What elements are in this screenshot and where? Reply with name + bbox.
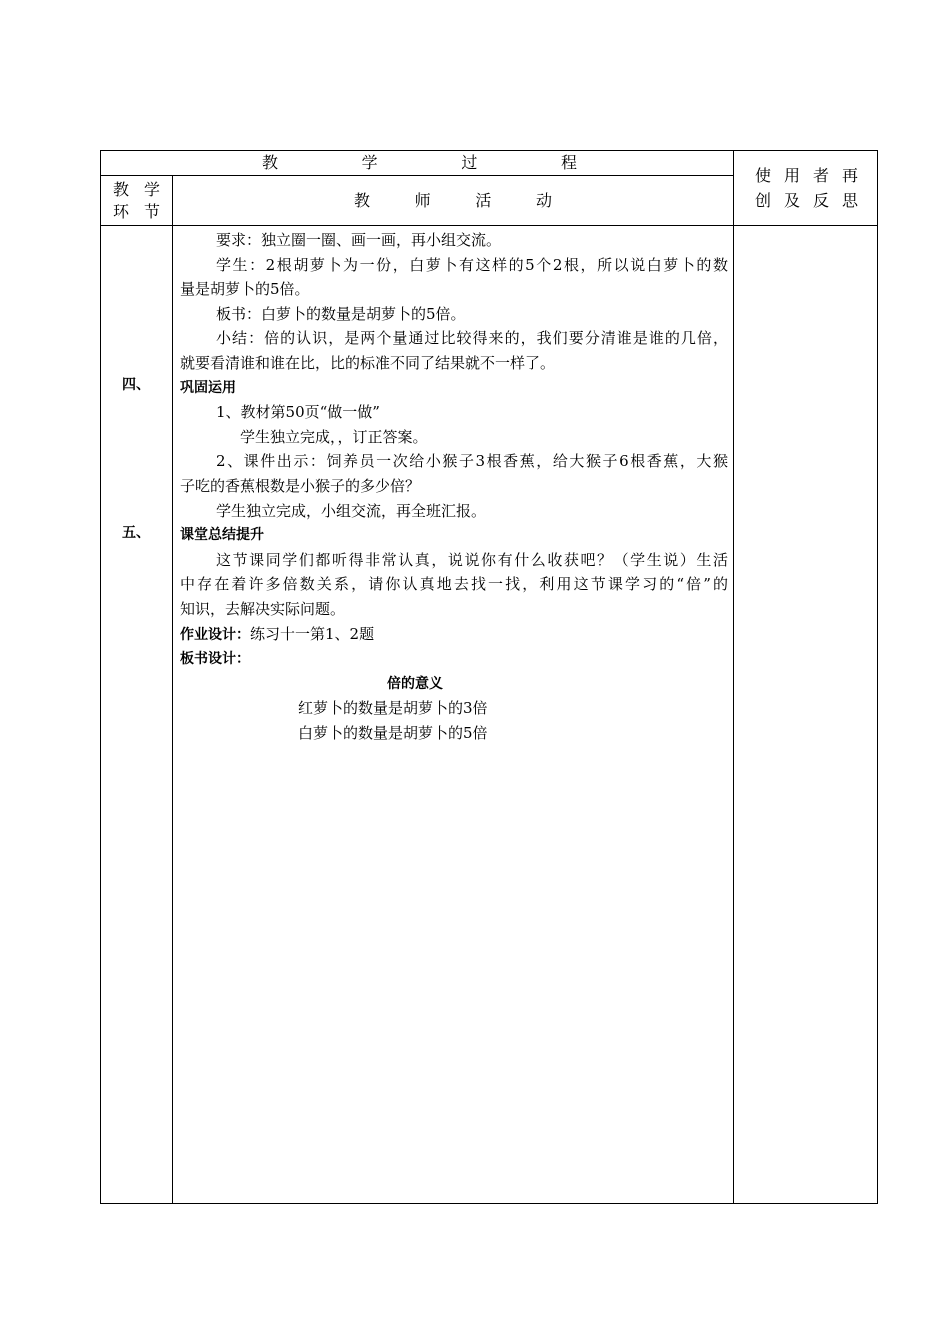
heading-char: 教 <box>354 191 371 210</box>
heading-char: 师 <box>414 191 431 210</box>
heading-char: 活 <box>475 191 492 210</box>
homework-line <box>180 622 728 648</box>
closing-line3: 知识，去解决实际问题。 <box>180 599 346 618</box>
requirement-line: 要求：独立圈一圈、画一画，再小组交流。 <box>216 231 502 249</box>
summary-line1: 小结：倍的认识，是两个量通过比较得来的，我们要分清谁是谁的几倍， <box>216 329 728 348</box>
teacher-activity-content <box>180 228 728 745</box>
heading-char: 思 <box>841 191 858 210</box>
heading-char: 学 <box>361 153 378 172</box>
board-design-line1: 红萝卜的数量是胡萝卜的3倍 <box>298 699 488 718</box>
teacher-activity-heading <box>354 191 552 211</box>
header-row-divider <box>100 175 733 176</box>
heading-char: 教 <box>113 180 130 199</box>
exercise-2-line2: 子吃的香蕉根数是小猴子的多少倍？ <box>180 476 421 495</box>
heading-char: 教 <box>262 153 279 172</box>
col-divider-stage <box>172 175 173 1204</box>
reflection-heading-line2 <box>755 191 858 211</box>
consolidate-heading: 巩固运用 <box>180 379 236 396</box>
heading-char: 反 <box>812 191 829 210</box>
board-design-title: 倍的意义 <box>387 675 443 692</box>
homework-label: 作业设计： <box>180 626 250 643</box>
heading-char: 节 <box>143 202 160 221</box>
closing-line2: 中存在着许多倍数关系，请你认真地去找一找，利用这节课学习的“倍”的 <box>180 575 728 594</box>
stage-label-line2 <box>113 202 160 222</box>
heading-char: 者 <box>812 166 829 185</box>
header-bottom-divider <box>100 225 878 226</box>
student-answer-line2: 量是胡萝卜的5倍。 <box>180 280 310 299</box>
teaching-process-heading <box>262 153 577 173</box>
closing-line1: 这节课同学们都听得非常认真，说说你有什么收获吧？（学生说）生活 <box>216 550 728 569</box>
heading-char: 过 <box>461 153 478 172</box>
heading-char: 使 <box>755 166 772 185</box>
homework-text: 练习十一第1、2题 <box>250 624 375 643</box>
heading-char: 再 <box>841 166 858 185</box>
heading-char: 程 <box>560 153 577 172</box>
board-design-line2: 白萝卜的数量是胡萝卜的5倍 <box>298 723 488 742</box>
col-divider-reflection <box>733 150 734 1204</box>
heading-char: 环 <box>113 202 130 221</box>
student-answer-line1: 学生：2根胡萝卜为一份，白萝卜有这样的5个2根，所以说白萝卜的数 <box>216 255 728 274</box>
heading-char: 动 <box>535 191 552 210</box>
section-four-label: 四、 <box>122 377 150 393</box>
board-note-line: 板书：白萝卜的数量是胡萝卜的5倍。 <box>216 304 466 323</box>
exercise-2-detail: 学生独立完成，小组交流，再全班汇报。 <box>216 501 487 520</box>
board-design-label: 板书设计： <box>180 651 250 668</box>
stage-label-line1 <box>113 180 160 200</box>
section-five-label: 五、 <box>122 525 150 541</box>
exercise-1: 1、教材第50页“做一做” <box>216 403 380 422</box>
exercise-1-detail: 学生独立完成，，订正答案。 <box>240 427 428 446</box>
summary-heading: 课堂总结提升 <box>180 527 264 544</box>
heading-char: 用 <box>783 166 800 185</box>
exercise-2-line1: 2、课件出示：饲养员一次给小猴子3根香蕉，给大猴子6根香蕉，大猴 <box>216 452 728 471</box>
heading-char: 及 <box>783 191 800 210</box>
heading-char: 学 <box>143 180 160 199</box>
reflection-heading-line1 <box>755 166 858 186</box>
heading-char: 创 <box>755 191 772 210</box>
summary-line2: 就要看清谁和谁在比，比的标准不同了结果就不一样了。 <box>180 353 556 372</box>
